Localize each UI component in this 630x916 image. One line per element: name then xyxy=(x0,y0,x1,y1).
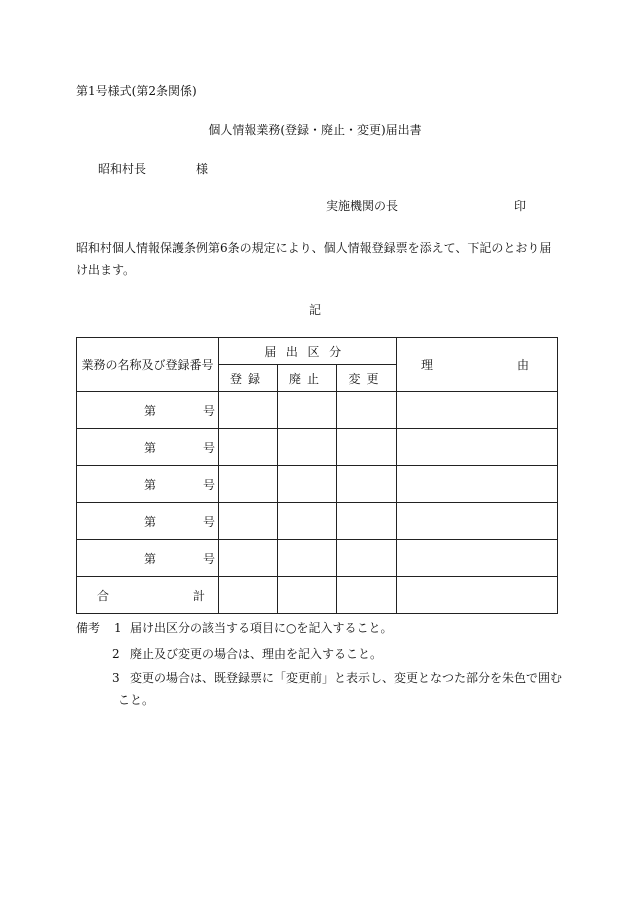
note-text: 変更の場合は、既登録票に「変更前」と表示し、変更となつた部分を朱色で囲む xyxy=(130,671,563,685)
table-row xyxy=(77,540,558,577)
change-cell[interactable] xyxy=(337,466,397,503)
change-cell[interactable] xyxy=(337,503,397,540)
business-number-cell[interactable] xyxy=(77,429,219,466)
note-number: 3 xyxy=(112,671,120,685)
header-change: 変更 xyxy=(337,365,397,392)
total-row xyxy=(77,577,558,614)
body-text-line-1: 昭和村個人情報保護条例第6条の規定により、個人情報登録票を添えて、下記のとおり届 xyxy=(76,241,552,255)
note-number: 2 xyxy=(112,647,120,661)
body-text-line-2: け出ます。 xyxy=(76,263,136,277)
register-cell[interactable] xyxy=(219,466,278,503)
change-cell[interactable] xyxy=(337,540,397,577)
register-cell[interactable] xyxy=(219,429,278,466)
reason-cell[interactable] xyxy=(397,392,558,429)
sender-label: 実施機関の長 xyxy=(326,199,399,213)
total-label-left: 合 xyxy=(97,589,110,603)
addressee-honorific: 様 xyxy=(196,162,209,176)
total-reason-cell[interactable] xyxy=(397,577,558,614)
business-number-cell[interactable] xyxy=(77,503,219,540)
register-cell[interactable] xyxy=(219,392,278,429)
table-row xyxy=(77,503,558,540)
dai-label: 第 xyxy=(144,478,157,492)
abolish-cell[interactable] xyxy=(278,392,337,429)
go-label: 号 xyxy=(203,441,216,455)
business-number-cell[interactable] xyxy=(77,392,219,429)
header-reason xyxy=(397,338,558,392)
abolish-cell[interactable] xyxy=(278,503,337,540)
dai-label: 第 xyxy=(144,404,157,418)
business-number-cell[interactable] xyxy=(77,466,219,503)
header-reason-left: 理 xyxy=(421,358,434,372)
remarks-label: 備考 xyxy=(76,621,101,635)
total-change-cell[interactable] xyxy=(337,577,397,614)
reason-cell[interactable] xyxy=(397,466,558,503)
go-label: 号 xyxy=(203,478,216,492)
reason-cell[interactable] xyxy=(397,540,558,577)
change-cell[interactable] xyxy=(337,392,397,429)
document-title: 個人情報業務(登録・廃止・変更)届出書 xyxy=(208,123,422,137)
note-number: 1 xyxy=(114,621,122,635)
addressee-name: 昭和村長 xyxy=(98,162,147,176)
reason-cell[interactable] xyxy=(397,429,558,466)
reason-cell[interactable] xyxy=(397,503,558,540)
change-cell[interactable] xyxy=(337,429,397,466)
form-number-label: 第1号様式(第2条関係) xyxy=(76,84,197,98)
business-number-cell[interactable] xyxy=(77,540,219,577)
abolish-cell[interactable] xyxy=(278,429,337,466)
header-reason-right: 由 xyxy=(517,358,530,372)
ki-heading: 記 xyxy=(308,303,321,317)
note-text: 届け出区分の該当する項目に○を記入すること。 xyxy=(130,621,393,635)
abolish-cell[interactable] xyxy=(278,540,337,577)
header-abolish: 廃止 xyxy=(278,365,337,392)
notification-table xyxy=(76,337,558,614)
total-register-cell[interactable] xyxy=(219,577,278,614)
register-cell[interactable] xyxy=(219,540,278,577)
header-register: 登録 xyxy=(219,365,278,392)
table-row xyxy=(77,466,558,503)
dai-label: 第 xyxy=(144,552,157,566)
total-abolish-cell[interactable] xyxy=(278,577,337,614)
go-label: 号 xyxy=(203,515,216,529)
note-text: 廃止及び変更の場合は、理由を記入すること。 xyxy=(130,647,383,661)
register-cell[interactable] xyxy=(219,503,278,540)
abolish-cell[interactable] xyxy=(278,466,337,503)
header-business-name: 業務の名称及び登録番号 xyxy=(77,338,219,392)
go-label: 号 xyxy=(203,404,216,418)
note-text-continuation: こと。 xyxy=(118,693,155,707)
table-row xyxy=(77,429,558,466)
table-row xyxy=(77,392,558,429)
dai-label: 第 xyxy=(144,441,157,455)
total-label-right: 計 xyxy=(193,589,206,603)
seal-mark: 印 xyxy=(514,199,527,213)
go-label: 号 xyxy=(203,552,216,566)
total-label-cell xyxy=(77,577,219,614)
dai-label: 第 xyxy=(144,515,157,529)
header-notification-category: 届出区分 xyxy=(219,338,397,365)
